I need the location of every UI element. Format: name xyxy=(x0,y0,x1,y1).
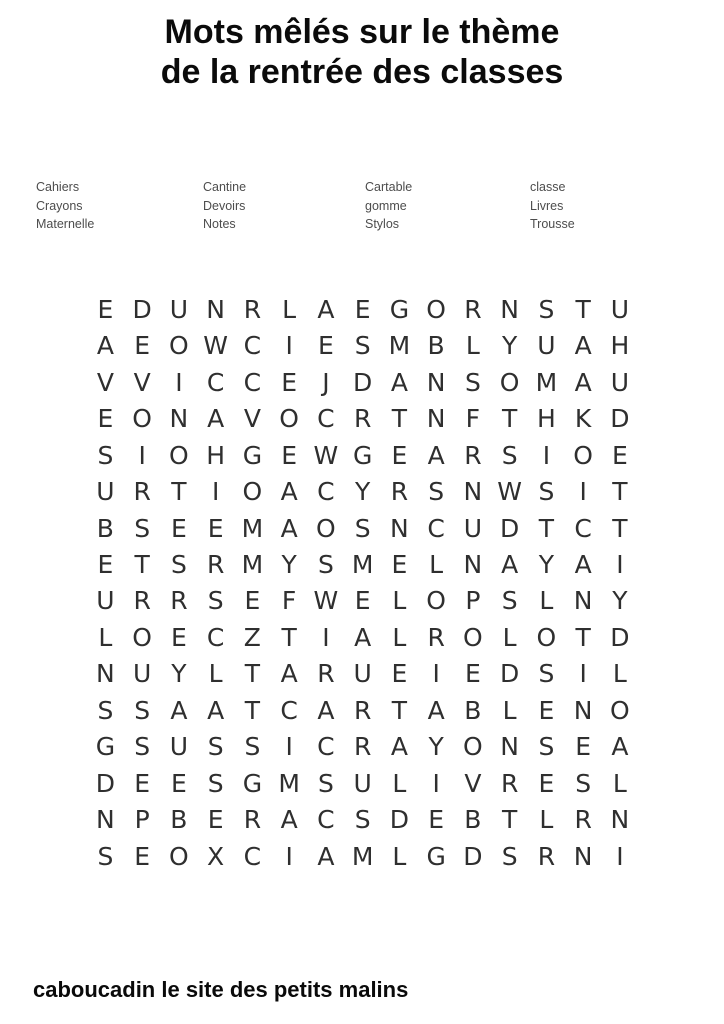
grid-letter: N xyxy=(426,404,446,434)
grid-letter: O xyxy=(169,440,189,470)
grid-letter: U xyxy=(463,513,483,543)
grid-letter: N xyxy=(169,404,189,434)
grid-letter: E xyxy=(207,805,224,835)
grid-letter: S xyxy=(134,513,151,543)
grid-letter: U xyxy=(132,659,152,689)
grid-letter: L xyxy=(429,550,444,580)
grid-letter: R xyxy=(133,477,151,507)
grid-letter: V xyxy=(96,367,114,397)
grid-letter: T xyxy=(244,695,261,725)
grid-letter: O xyxy=(536,622,557,652)
grid-letter: L xyxy=(208,659,223,689)
grid-letter: I xyxy=(616,841,624,871)
grid-letter: W xyxy=(313,586,339,616)
grid-letter: V xyxy=(133,367,151,397)
grid-letter: A xyxy=(96,331,114,361)
grid-letter: B xyxy=(170,805,188,835)
grid-letter: T xyxy=(281,622,297,652)
grid-letter: S xyxy=(538,294,555,324)
grid-letter: E xyxy=(134,331,151,361)
grid-letter: S xyxy=(538,732,555,762)
grid-letter: O xyxy=(426,294,446,324)
grid-letter: A xyxy=(427,440,445,470)
grid-letter: I xyxy=(579,477,587,507)
word-list-item: classe xyxy=(530,180,566,194)
grid-letter: E xyxy=(97,294,114,324)
grid-letter: Y xyxy=(501,331,518,361)
word-list-column xyxy=(203,178,246,234)
word-list-item: Notes xyxy=(203,217,236,232)
word-list-item: Trousse xyxy=(530,217,575,232)
grid-letter: I xyxy=(175,367,183,397)
grid-letter: D xyxy=(132,294,152,324)
grid-letter: L xyxy=(392,586,407,616)
grid-letter: S xyxy=(134,732,151,762)
grid-letter: N xyxy=(500,732,519,762)
grid-letter: E xyxy=(134,841,151,871)
grid-letter: H xyxy=(206,440,226,470)
grid-letter: M xyxy=(278,768,300,798)
grid-letter: T xyxy=(171,477,187,507)
grid-letter: C xyxy=(317,732,335,762)
grid-letter: D xyxy=(463,841,483,871)
grid-letter: S xyxy=(354,331,371,361)
grid-letter: D xyxy=(499,659,520,689)
grid-letter: S xyxy=(501,841,518,871)
grid-letter: C xyxy=(317,404,335,434)
grid-letter: R xyxy=(464,440,482,470)
grid-letter: S xyxy=(317,768,334,798)
grid-letter: A xyxy=(317,841,335,871)
grid-letter: L xyxy=(502,695,517,725)
grid-letter: M xyxy=(388,331,411,361)
letter-grid xyxy=(87,291,638,875)
grid-letter: H xyxy=(610,331,630,361)
grid-letter: U xyxy=(353,768,372,798)
grid-letter: D xyxy=(352,367,373,397)
grid-letter: S xyxy=(428,477,445,507)
grid-letter: E xyxy=(538,768,555,798)
grid-letter: Y xyxy=(538,550,555,580)
grid-letter: O xyxy=(610,695,630,725)
grid-letter: S xyxy=(501,440,518,470)
grid-letter: R xyxy=(390,477,409,507)
grid-letter: A xyxy=(611,732,629,762)
grid-letter: R xyxy=(500,768,519,798)
grid-letter: T xyxy=(575,294,591,324)
grid-letter: G xyxy=(242,768,263,798)
grid-letter: A xyxy=(574,367,592,397)
grid-letter: L xyxy=(98,622,113,652)
grid-letter: S xyxy=(97,695,114,725)
grid-letter: G xyxy=(352,440,373,470)
grid-letter: S xyxy=(317,550,334,580)
grid-letter: O xyxy=(463,732,483,762)
word-list-column xyxy=(365,178,412,234)
grid-letter: E xyxy=(575,732,592,762)
grid-letter: R xyxy=(353,404,372,434)
grid-letter: E xyxy=(464,659,481,689)
grid-letter: D xyxy=(610,404,630,434)
grid-letter: L xyxy=(612,659,627,689)
grid-letter: E xyxy=(354,294,371,324)
grid-letter: E xyxy=(391,550,408,580)
grid-letter: E xyxy=(391,440,408,470)
grid-letter: I xyxy=(432,659,440,689)
grid-letter: G xyxy=(389,294,410,324)
grid-letter: T xyxy=(501,404,518,434)
word-list-item: Stylos xyxy=(365,217,400,232)
grid-letter: Y xyxy=(171,659,187,689)
grid-letter: G xyxy=(242,440,263,470)
grid-letter: L xyxy=(612,768,627,798)
grid-letter: W xyxy=(313,440,339,470)
grid-letter: O xyxy=(573,440,593,470)
grid-letter: F xyxy=(465,404,481,434)
grid-letter: Z xyxy=(243,622,261,652)
grid-letter: A xyxy=(574,331,592,361)
grid-letter: S xyxy=(170,550,187,580)
grid-letter: W xyxy=(497,477,522,507)
grid-letter: S xyxy=(354,513,371,543)
grid-letter: Y xyxy=(428,732,444,762)
grid-letter: I xyxy=(616,550,624,580)
word-list-item: Livres xyxy=(530,198,564,213)
grid-letter: A xyxy=(280,659,298,689)
grid-letter: A xyxy=(207,695,225,725)
grid-letter: A xyxy=(354,622,372,652)
puzzle-title xyxy=(0,12,724,92)
grid-letter: A xyxy=(317,695,335,725)
word-list-item: Cahiers xyxy=(36,180,80,194)
grid-letter: O xyxy=(316,513,336,543)
grid-letter: I xyxy=(285,331,293,361)
grid-letter: R xyxy=(133,586,151,616)
grid-letter: S xyxy=(134,695,151,725)
grid-letter: N xyxy=(573,586,593,616)
grid-letter: D xyxy=(610,622,630,652)
word-list-item: Crayons xyxy=(36,198,83,213)
grid-letter: K xyxy=(574,404,592,434)
grid-letter: L xyxy=(539,805,554,835)
grid-letter: S xyxy=(464,367,481,397)
grid-letter: V xyxy=(464,768,482,798)
grid-letter: E xyxy=(207,513,224,543)
grid-letter: O xyxy=(499,367,520,397)
grid-letter: V xyxy=(243,404,261,434)
grid-letter: T xyxy=(391,695,408,725)
grid-letter: L xyxy=(502,622,517,652)
grid-letter: S xyxy=(538,659,555,689)
grid-letter: I xyxy=(138,440,146,470)
grid-letter: A xyxy=(280,805,298,835)
puzzle-title-line-1: Mots mêlés sur le thème xyxy=(164,13,560,51)
grid-letter: S xyxy=(207,768,224,798)
grid-letter: A xyxy=(390,732,408,762)
grid-letter: B xyxy=(96,513,114,543)
grid-letter: C xyxy=(427,513,445,543)
grid-letter: E xyxy=(97,404,114,434)
grid-letter: B xyxy=(464,695,482,725)
word-list-item: Cartable xyxy=(365,180,413,194)
grid-letter: A xyxy=(280,477,298,507)
grid-letter: E xyxy=(170,513,187,543)
grid-letter: I xyxy=(322,622,330,652)
grid-letter: R xyxy=(537,841,556,871)
grid-letter: C xyxy=(206,622,225,652)
grid-letter: S xyxy=(244,732,261,762)
grid-letter: L xyxy=(282,294,297,324)
grid-letter: I xyxy=(432,768,440,798)
grid-letter: I xyxy=(285,841,293,871)
grid-letter: A xyxy=(427,695,445,725)
grid-letter: O xyxy=(242,477,263,507)
grid-letter: N xyxy=(463,550,483,580)
puzzle-title-line-2: de la rentrée des classes xyxy=(160,53,564,91)
grid-letter: Y xyxy=(281,550,297,580)
grid-letter: C xyxy=(206,367,225,397)
grid-letter: T xyxy=(538,513,555,543)
grid-letter: R xyxy=(464,294,482,324)
grid-letter: L xyxy=(392,841,407,871)
grid-letter: E xyxy=(281,440,298,470)
grid-letter: O xyxy=(279,404,299,434)
grid-letter: E xyxy=(611,440,628,470)
grid-letter: P xyxy=(134,805,150,835)
grid-letter: U xyxy=(96,586,115,616)
grid-letter: U xyxy=(353,659,372,689)
grid-letter: U xyxy=(610,367,630,397)
grid-letter: M xyxy=(351,841,374,871)
grid-letter: M xyxy=(351,550,374,580)
grid-letter: O xyxy=(132,622,152,652)
grid-letter: T xyxy=(575,622,591,652)
grid-letter: N xyxy=(500,294,519,324)
grid-letter: C xyxy=(317,805,335,835)
grid-letter: R xyxy=(353,695,372,725)
grid-letter: N xyxy=(390,513,409,543)
grid-letter: S xyxy=(354,805,371,835)
grid-letter: C xyxy=(280,695,298,725)
grid-letter: N xyxy=(463,477,483,507)
grid-letter: P xyxy=(465,586,481,616)
grid-letter: L xyxy=(465,331,480,361)
grid-letter: T xyxy=(244,659,261,689)
grid-letter: T xyxy=(134,550,150,580)
grid-letter: G xyxy=(426,841,446,871)
grid-letter: U xyxy=(169,294,189,324)
grid-letter: R xyxy=(353,732,372,762)
footer-credit: caboucadin le site des petits malins xyxy=(33,977,409,1002)
word-list-item: Devoirs xyxy=(203,198,246,213)
grid-letter: E xyxy=(354,586,371,616)
grid-letter: O xyxy=(169,331,189,361)
grid-letter: S xyxy=(538,477,555,507)
grid-letter: N xyxy=(96,805,115,835)
grid-letter: E xyxy=(281,367,298,397)
grid-letter: A xyxy=(280,513,298,543)
grid-letter: M xyxy=(241,513,264,543)
grid-letter: O xyxy=(169,841,189,871)
grid-letter: C xyxy=(243,331,262,361)
grid-letter: O xyxy=(463,622,483,652)
grid-letter: A xyxy=(170,695,188,725)
grid-letter: S xyxy=(97,841,114,871)
grid-letter: F xyxy=(281,586,297,616)
grid-letter: E xyxy=(97,550,114,580)
grid-letter: E xyxy=(538,695,555,725)
word-list-column xyxy=(36,178,94,234)
grid-letter: M xyxy=(241,550,264,580)
grid-letter: N xyxy=(206,294,225,324)
grid-letter: U xyxy=(96,477,115,507)
grid-letter: A xyxy=(390,367,408,397)
grid-letter: D xyxy=(389,805,409,835)
grid-letter: T xyxy=(391,404,408,434)
grid-letter: E xyxy=(244,586,261,616)
grid-letter: M xyxy=(535,367,558,397)
grid-letter: S xyxy=(575,768,592,798)
grid-letter: C xyxy=(243,841,262,871)
grid-letter: U xyxy=(169,732,189,762)
grid-letter: J xyxy=(322,367,330,397)
grid-letter: L xyxy=(392,622,407,652)
grid-letter: E xyxy=(134,768,151,798)
grid-letter: R xyxy=(243,805,262,835)
grid-letter: W xyxy=(203,331,228,361)
grid-letter: A xyxy=(574,550,592,580)
word-list-item: Maternelle xyxy=(36,217,95,232)
grid-letter: I xyxy=(542,440,551,470)
grid-letter: B xyxy=(464,805,482,835)
grid-letter: T xyxy=(612,477,628,507)
grid-letter: H xyxy=(536,404,556,434)
grid-letter: I xyxy=(579,659,587,689)
grid-letter: A xyxy=(317,294,335,324)
grid-letter: T xyxy=(612,513,628,543)
grid-letter: C xyxy=(574,513,592,543)
grid-letter: S xyxy=(207,586,224,616)
grid-letter: S xyxy=(207,732,224,762)
grid-letter: N xyxy=(96,659,115,689)
grid-letter: S xyxy=(501,586,518,616)
grid-letter: R xyxy=(427,622,445,652)
grid-letter: C xyxy=(243,367,262,397)
grid-letter: C xyxy=(317,477,335,507)
grid-letter: G xyxy=(95,732,116,762)
grid-letter: E xyxy=(428,805,445,835)
grid-letter: A xyxy=(207,404,225,434)
grid-letter: E xyxy=(170,768,187,798)
grid-letter: I xyxy=(285,732,293,762)
grid-letter: A xyxy=(501,550,519,580)
grid-letter: X xyxy=(207,841,225,871)
grid-letter: L xyxy=(539,586,554,616)
word-list-column xyxy=(530,178,575,234)
grid-letter: O xyxy=(132,404,152,434)
grid-letter: R xyxy=(243,294,262,324)
grid-letter: E xyxy=(391,659,408,689)
grid-letter: Y xyxy=(612,586,628,616)
grid-letter: R xyxy=(206,550,225,580)
grid-letter: D xyxy=(499,513,520,543)
grid-letter: U xyxy=(537,331,556,361)
word-list xyxy=(0,178,724,238)
grid-letter: U xyxy=(610,294,630,324)
grid-letter: R xyxy=(317,659,335,689)
word-list-item: gomme xyxy=(365,198,407,213)
grid-letter: T xyxy=(501,805,518,835)
grid-letter: N xyxy=(610,805,630,835)
grid-letter: Y xyxy=(354,477,371,507)
grid-letter: R xyxy=(170,586,188,616)
grid-letter: S xyxy=(97,440,114,470)
grid-letter: E xyxy=(170,622,187,652)
grid-letter: R xyxy=(574,805,592,835)
word-list-item: Cantine xyxy=(203,180,247,194)
grid-letter: N xyxy=(426,367,446,397)
grid-letter: E xyxy=(317,331,334,361)
grid-letter: N xyxy=(573,841,593,871)
grid-letter: D xyxy=(95,768,115,798)
grid-letter: I xyxy=(211,477,220,507)
grid-letter: N xyxy=(573,695,593,725)
grid-letter: O xyxy=(426,586,446,616)
grid-letter: L xyxy=(392,768,407,798)
grid-letter: B xyxy=(427,331,445,361)
